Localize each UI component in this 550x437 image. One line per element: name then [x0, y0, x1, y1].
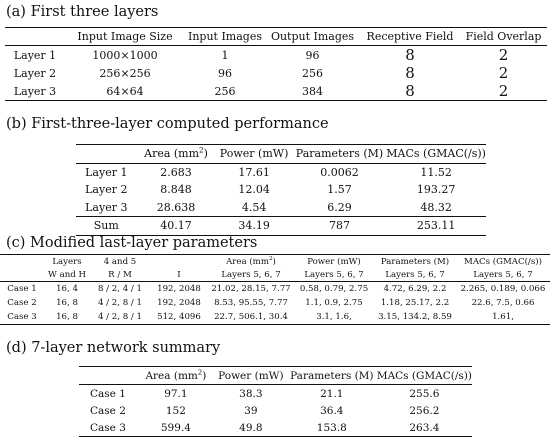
- table-cell: 6.29: [293, 199, 387, 217]
- table-cell: 28.638: [137, 199, 216, 217]
- table-cell: 1.61,: [456, 310, 550, 325]
- header-cell: Layers: [44, 255, 90, 269]
- header-cell: Parameters (M): [374, 255, 456, 269]
- header-cell: Layers 5, 6, 7: [294, 268, 374, 282]
- header-cell: R / M: [90, 268, 150, 282]
- table-cell: 256.2: [409, 404, 440, 417]
- header-text: Area (mm: [226, 256, 269, 267]
- header-cell: Input Images: [185, 28, 265, 46]
- table-row: [5, 46, 547, 65]
- table-cell: 599.4: [137, 419, 215, 437]
- table-cell: 11.52: [420, 165, 452, 179]
- table-cell: 512, 4096: [150, 310, 208, 325]
- table-cell: 0.58, 0.79, 2.75: [299, 284, 369, 294]
- table-cell: 64×64: [65, 82, 185, 101]
- header-cell: [0, 268, 44, 282]
- table-cell: 2: [498, 46, 509, 64]
- table-cell: 8.848: [160, 183, 192, 197]
- table-cell: 787: [293, 217, 387, 236]
- table-cell: 255.6: [409, 387, 440, 400]
- table-cell: 263.4: [377, 419, 472, 437]
- header-cell: Receptive Field: [360, 28, 460, 46]
- row-label: Layer 1: [85, 165, 128, 179]
- header-area: [137, 145, 216, 164]
- table-cell: 8.53, 95.55, 7.77: [214, 298, 288, 308]
- header-cell: Input Image Size: [65, 28, 185, 46]
- section-a-title: (a) First three layers: [6, 4, 159, 20]
- table-cell: 16, 4: [56, 284, 78, 294]
- header-cell: Field Overlap: [460, 28, 547, 46]
- header-cell: MACs (GMAC(/s)): [386, 145, 486, 164]
- header-cell: [5, 28, 65, 46]
- section-c-title: (c) Modified last-layer parameters: [6, 235, 258, 251]
- row-label: Case 3: [79, 419, 137, 437]
- table-cell: 8: [360, 82, 460, 101]
- table-cell: 1000×1000: [92, 48, 158, 62]
- table-cell: 253.11: [386, 217, 486, 236]
- table-cell: 192, 2048: [157, 284, 201, 294]
- table-cell: 96: [305, 48, 320, 62]
- table-row: [76, 181, 486, 199]
- table-cell: 1.57: [327, 183, 352, 197]
- table-row: [79, 419, 472, 437]
- table-cell: 152: [165, 404, 186, 417]
- row-label: Layer 3: [5, 82, 65, 101]
- table-cell: 8 / 2, 4 / 1: [97, 284, 143, 294]
- table-cell: 193.27: [416, 183, 456, 197]
- table-cell: 4.54: [215, 199, 292, 217]
- header-cell: Power (mW): [294, 255, 374, 269]
- table-cell: 16, 8: [56, 298, 78, 308]
- section-d-title: (d) 7-layer network summary: [6, 340, 221, 356]
- row-label: Case 3: [0, 310, 44, 325]
- header-cell: Layers 5, 6, 7: [374, 268, 456, 282]
- table-cell: 96: [218, 66, 232, 80]
- header-cell: 4 and 5: [90, 255, 150, 269]
- table-cell: 2.265, 0.189, 0.066: [460, 284, 546, 294]
- table-cell: 36.4: [320, 404, 344, 417]
- table-cell: 4 / 2, 8 / 1: [90, 310, 150, 325]
- table-row: [0, 310, 550, 325]
- header-cell: MACs (GMAC(/s)): [456, 255, 550, 269]
- table-row: [79, 385, 472, 403]
- table-cell: 2: [460, 82, 547, 101]
- header-text: ): [272, 256, 276, 267]
- row-label: Layer 3: [76, 199, 137, 217]
- row-label: Case 1: [7, 284, 37, 294]
- header-sup: 2: [197, 368, 203, 376]
- computed-performance-table: [76, 144, 486, 236]
- header-cell: W and H: [44, 268, 90, 282]
- header-cell: Power (mW): [215, 367, 287, 385]
- table-cell: 2: [498, 64, 509, 82]
- table-cell: 384: [265, 82, 360, 101]
- table-cell: 34.19: [215, 217, 292, 236]
- row-label: Case 2: [90, 404, 126, 417]
- header-cell: MACs (GMAC(/s)): [377, 367, 472, 385]
- table-cell: 256: [302, 66, 323, 80]
- table-cell: 39: [244, 404, 258, 417]
- table-cell: 4.72, 6.29, 2.2: [383, 284, 447, 294]
- row-label: Sum: [76, 217, 137, 236]
- header-text: ): [202, 369, 207, 382]
- table-cell: 256×256: [99, 66, 151, 80]
- header-text: ): [203, 147, 208, 161]
- table-cell: 1.1, 0.9, 2.75: [305, 298, 363, 308]
- first-three-layers-table: [5, 27, 547, 101]
- table-cell: 256: [185, 82, 265, 101]
- table-cell: 12.04: [238, 183, 270, 197]
- header-cell: Parameters (M): [293, 145, 387, 164]
- table-cell: 3.15, 134.2, 8.59: [374, 310, 456, 325]
- row-label: Layer 2: [13, 66, 57, 80]
- header-text: Area (mm: [145, 369, 198, 382]
- table-cell: 3.1, 1.6,: [294, 310, 374, 325]
- header-sup: 2: [268, 255, 273, 262]
- table-row: [5, 64, 547, 82]
- table-cell: 22.6, 7.5, 0.66: [471, 298, 535, 308]
- header-cell: [150, 255, 208, 269]
- table-cell: 38.3: [239, 387, 263, 400]
- table-cell: 48.32: [386, 199, 486, 217]
- header-cell: [0, 255, 44, 269]
- table-cell: 17.61: [238, 165, 270, 179]
- sum-row: [76, 217, 486, 236]
- row-label: Layer 1: [13, 48, 57, 62]
- table-cell: 22.7, 506.1, 30.4: [208, 310, 294, 325]
- table-cell: 8: [405, 64, 415, 82]
- table-cell: 8: [405, 46, 415, 64]
- row-label: Case 2: [7, 298, 37, 308]
- row-label: Case 1: [90, 387, 126, 400]
- header-cell: Power (mW): [215, 145, 292, 164]
- modified-last-layer-table: [0, 254, 550, 325]
- table-row: [5, 82, 547, 101]
- header-cell: Layers 5, 6, 7: [456, 268, 550, 282]
- table-row: [0, 282, 550, 297]
- table-cell: 4 / 2, 8 / 1: [97, 298, 143, 308]
- table-cell: 16, 8: [44, 310, 90, 325]
- header-cell: Layers 5, 6, 7: [208, 268, 294, 282]
- header-area: [208, 255, 294, 269]
- network-summary-table: [79, 366, 472, 437]
- table-row: [79, 402, 472, 419]
- section-b-title: (b) First-three-layer computed performance: [6, 116, 329, 132]
- table-cell: 21.02, 28.15, 7.77: [211, 284, 291, 294]
- table-cell: 2.683: [160, 165, 192, 179]
- header-area: [137, 367, 215, 385]
- header-text: Area (mm: [144, 147, 200, 161]
- table-cell: 1.18, 25.17, 2.2: [380, 298, 450, 308]
- table-cell: 40.17: [137, 217, 216, 236]
- table-cell: 21.1: [320, 387, 344, 400]
- table-row: [0, 296, 550, 310]
- table-cell: 49.8: [215, 419, 287, 437]
- table-row: [76, 163, 486, 181]
- table-cell: 153.8: [287, 419, 377, 437]
- header-cell: I: [150, 268, 208, 282]
- table-row: [76, 199, 486, 217]
- table-cell: 97.1: [164, 387, 188, 400]
- table-cell: 0.0062: [320, 165, 359, 179]
- header-cell: [79, 367, 137, 385]
- table-cell: 192, 2048: [157, 298, 201, 308]
- header-cell: [76, 145, 137, 164]
- table-cell: 1: [221, 48, 229, 62]
- header-cell: Parameters (M): [287, 367, 377, 385]
- row-label: Layer 2: [85, 183, 128, 197]
- header-sup: 2: [199, 145, 204, 155]
- header-cell: Output Images: [265, 28, 360, 46]
